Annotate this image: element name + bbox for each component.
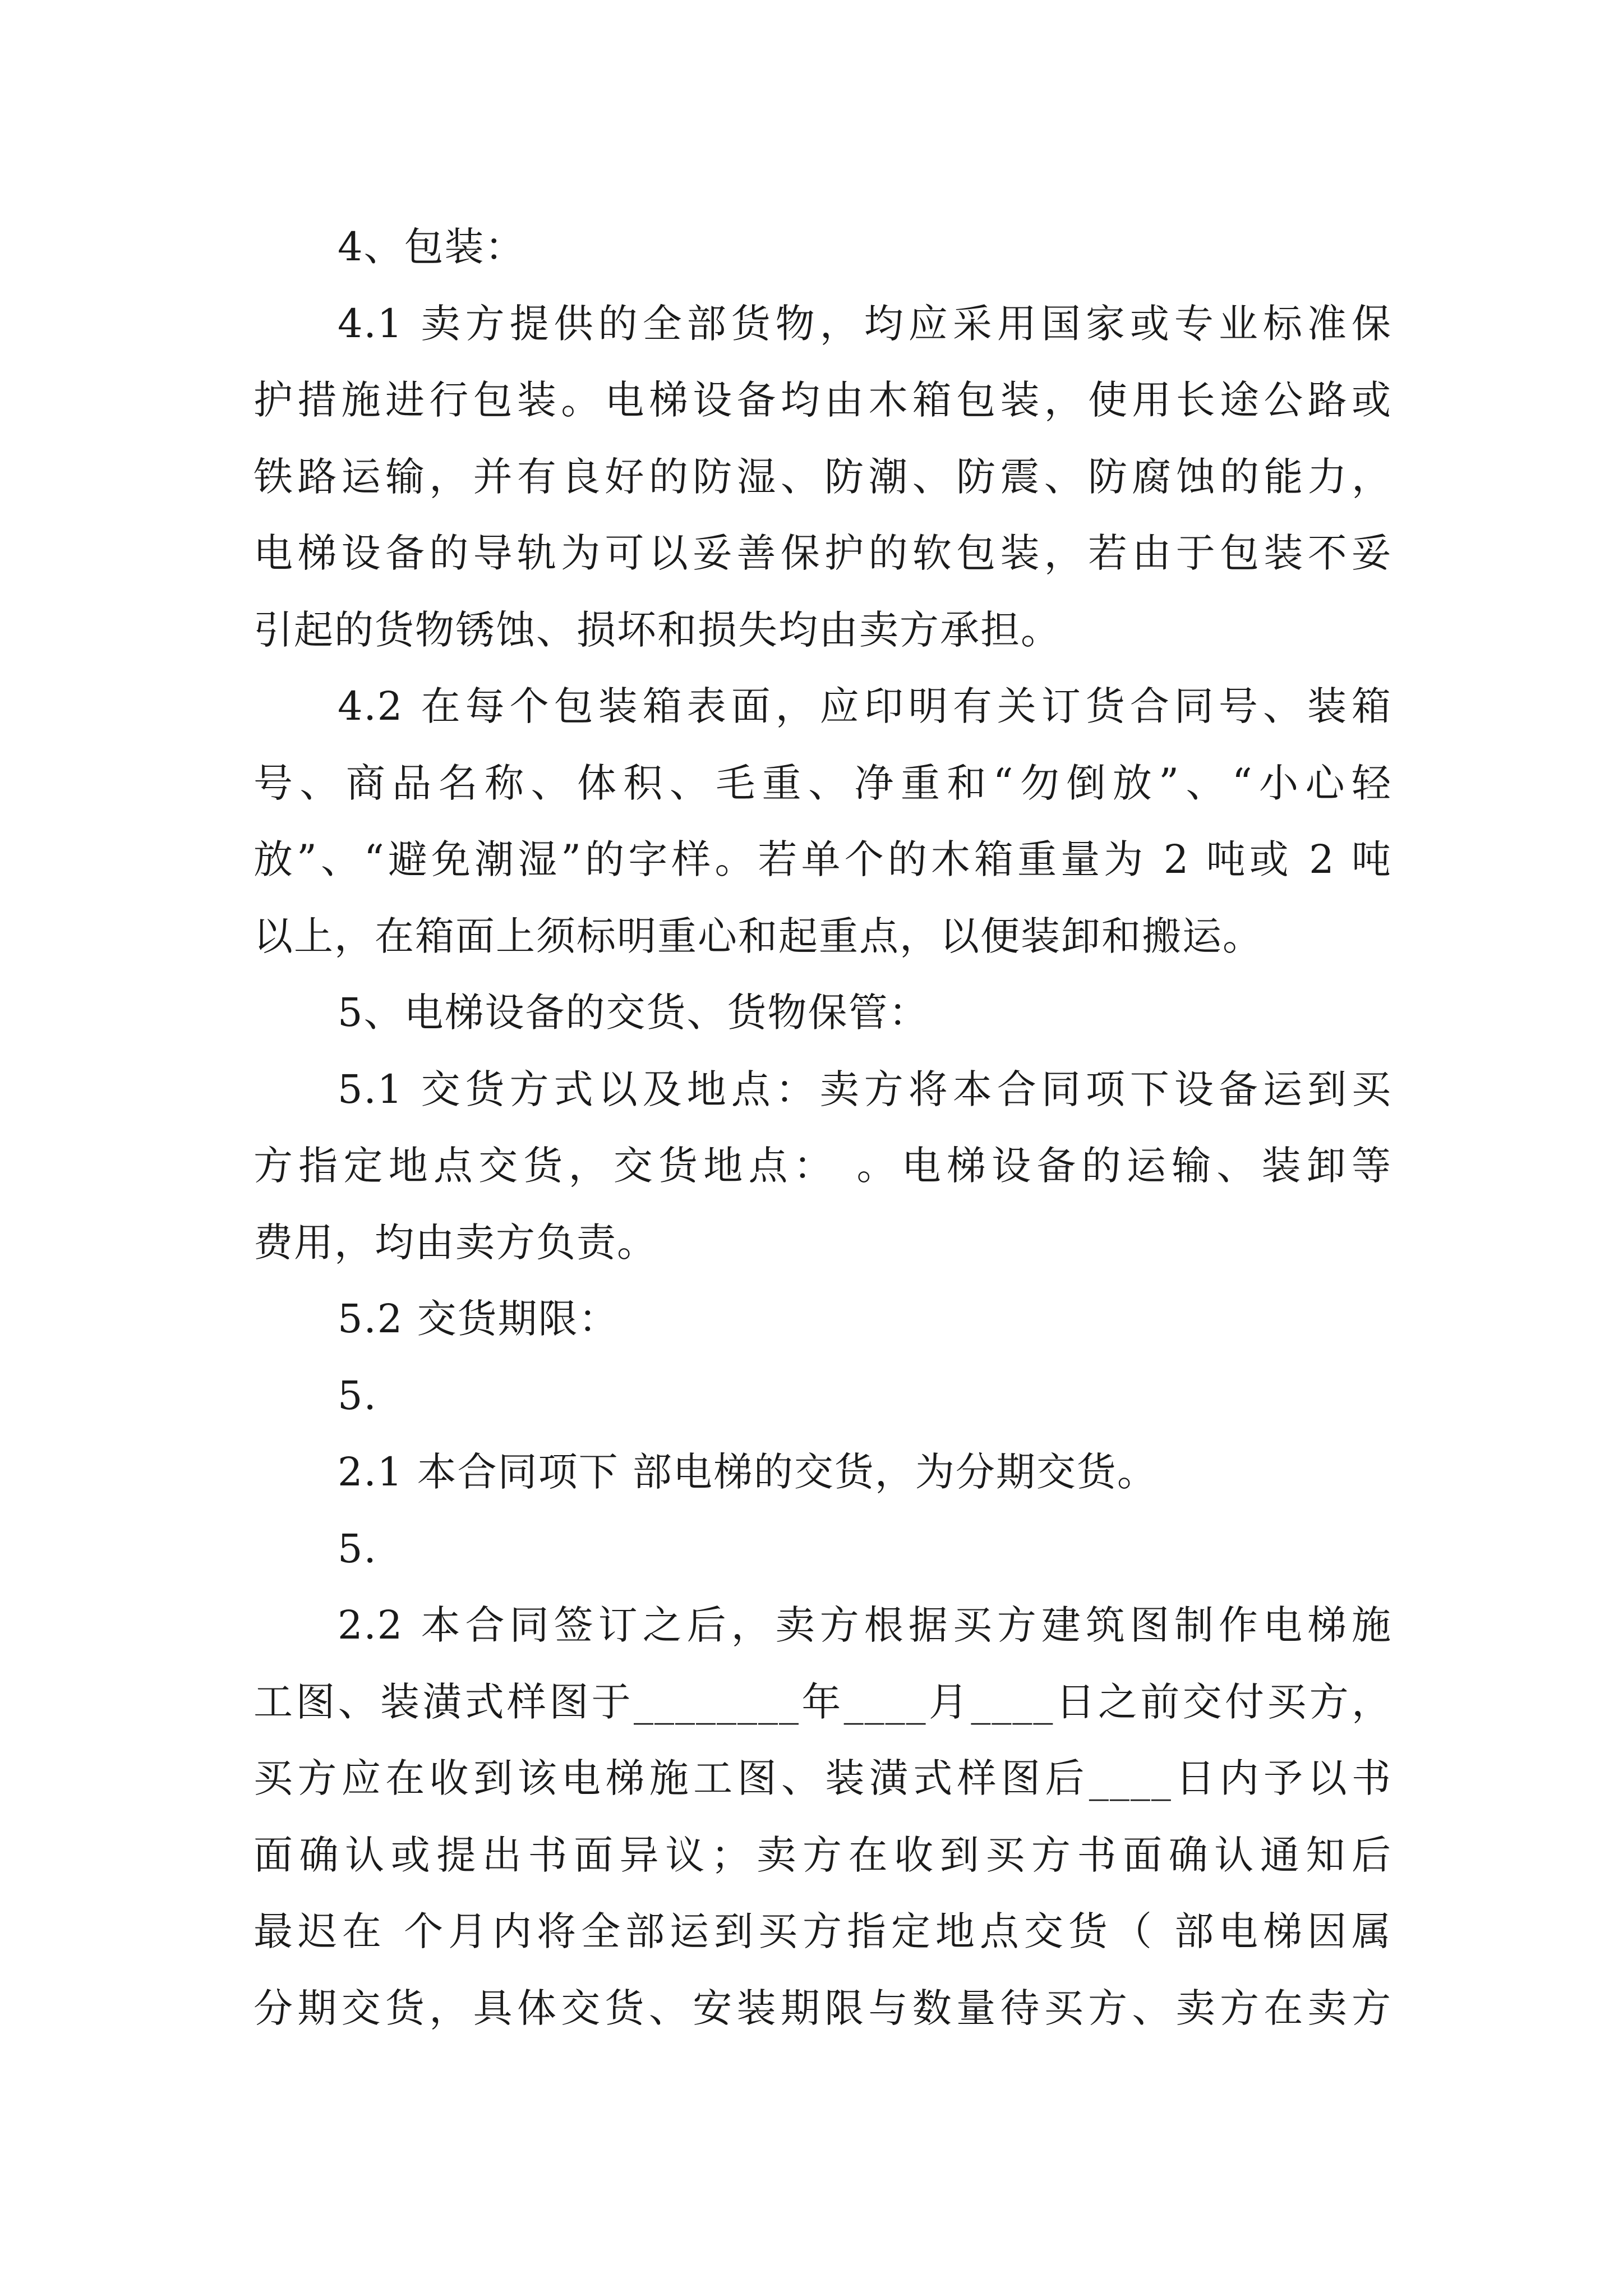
paragraph-line: 5. — [338, 1372, 377, 1419]
paragraph-line: 以上，在箱面上须标明重心和起重点，以便装卸和搬运。 — [253, 913, 1263, 959]
paragraph-line: 号、商品名称、体积、毛重、净重和“勿倒放”、“小心轻 — [253, 760, 1392, 806]
paragraph-line: 最迟在 个月内将全部运到买方指定地点交货（ 部电梯因属 — [253, 1908, 1392, 1954]
section-heading-packaging: 4、包装： — [338, 224, 525, 270]
section-heading-delivery: 5、电梯设备的交货、货物保管： — [338, 990, 929, 1036]
paragraph-line: 放”、“避免潮湿”的字样。若单个的木箱重量为 2 吨或 2 吨 — [253, 836, 1392, 882]
paragraph-line: 费用，均由卖方负责。 — [253, 1219, 657, 1266]
paragraph-line: 面确认或提出书面异议；卖方在收到买方书面确认通知后 — [253, 1832, 1392, 1878]
paragraph-line: 5.1 交货方式以及地点：卖方将本合同项下设备运到买 — [338, 1066, 1392, 1112]
paragraph-line: 护措施进行包装。电梯设备均由木箱包装，使用长途公路或 — [253, 377, 1392, 423]
paragraph-line: 方指定地点交货，交货地点： 。电梯设备的运输、装卸等 — [253, 1143, 1392, 1189]
paragraph-line: 电梯设备的导轨为可以妥善保护的软包装，若由于包装不妥 — [253, 530, 1392, 576]
paragraph-line: 工图、装潢式样图于________年____月____日之前交付买方， — [253, 1678, 1392, 1725]
paragraph-line: 5. — [338, 1525, 377, 1572]
subsection-heading-deadline: 5.2 交货期限： — [338, 1296, 619, 1342]
paragraph-line: 2.1 本合同项下 部电梯的交货，为分期交货。 — [338, 1449, 1158, 1495]
paragraph-line: 买方应在收到该电梯施工图、装潢式样图后____日内予以书 — [253, 1755, 1392, 1801]
paragraph-line: 4.1 卖方提供的全部货物，均应采用国家或专业标准保 — [338, 300, 1392, 347]
paragraph-line: 铁路运输，并有良好的防湿、防潮、防震、防腐蚀的能力， — [253, 453, 1392, 500]
paragraph-line: 4.2 在每个包装箱表面，应印明有关订货合同号、装箱 — [338, 683, 1392, 729]
paragraph-line: 2.2 本合同签订之后，卖方根据买方建筑图制作电梯施 — [338, 1602, 1392, 1648]
contract-text — [253, 209, 1392, 2046]
paragraph-line: 分期交货，具体交货、安装期限与数量待买方、卖方在卖方 — [253, 1985, 1392, 2031]
paragraph-line: 引起的货物锈蚀、损坏和损失均由卖方承担。 — [253, 606, 1061, 653]
